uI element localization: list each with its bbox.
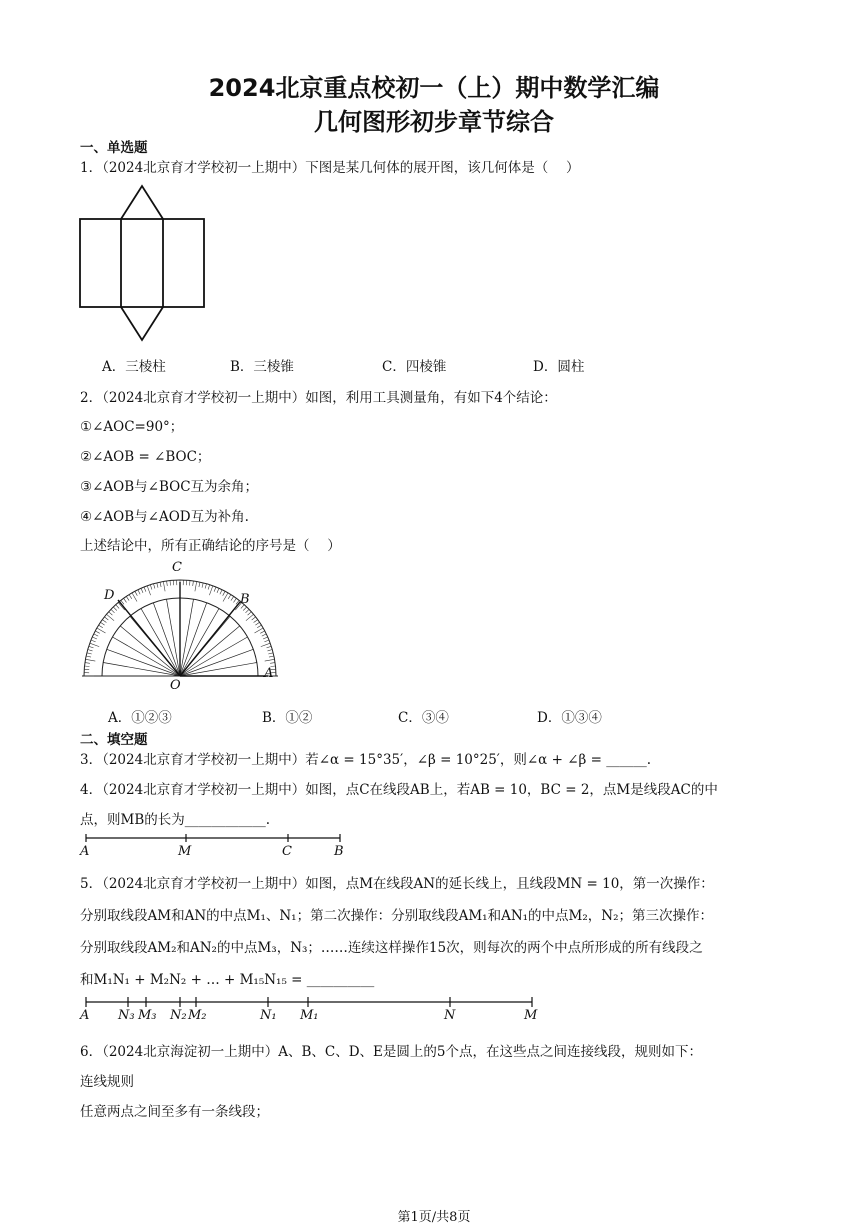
protractor-tick	[267, 646, 272, 648]
question-5-line4: 和M₁N₁ + M₂N₂ + … + M₁₅N₁₅ = __________	[80, 972, 375, 988]
label-am-n2: N₂	[170, 1008, 187, 1023]
protractor-tick	[270, 663, 275, 664]
protractor-tick	[202, 583, 203, 588]
protractor-tick	[147, 586, 150, 595]
protractor-tick	[86, 659, 96, 661]
protractor-tick	[214, 587, 216, 592]
protractor-tick	[129, 595, 132, 599]
protractor-tick	[262, 634, 267, 636]
question-5-line2: 分别取线段AM和AN的中点M₁、N₁；第二次操作：分别取线段AM₁和AN₁的中点M₂，N₂；第三次操作：	[80, 908, 714, 924]
protractor-tick	[190, 581, 191, 586]
q2-option-d[interactable]: D．①③④	[537, 710, 602, 726]
protractor-tick	[94, 634, 99, 636]
label-seg-b: B	[334, 844, 344, 859]
protractor-tick	[85, 663, 90, 664]
protractor-tick	[138, 590, 140, 595]
protractor-tick	[195, 582, 197, 592]
question-1-text: 1．（2024北京育才学校初一上期中）下图是某几何体的展开图，该几何体是（ ）	[80, 160, 580, 176]
question-4-line2: 点，则MB的长为____________.	[80, 812, 271, 828]
protractor-tick	[113, 607, 117, 611]
q1-option-a[interactable]: A．三棱柱	[102, 359, 166, 375]
page-title: 2024北京重点校初一（上）期中数学汇编	[208, 74, 660, 102]
label-am-m: M	[524, 1008, 538, 1023]
page-subtitle: 几何图形初步章节综合	[314, 108, 554, 136]
label-seg-a: A	[80, 844, 90, 859]
protractor-tick	[231, 596, 234, 600]
q2-conclusion-1: ①∠AOC=90°；	[80, 419, 184, 435]
q2-option-a[interactable]: A．①②③	[108, 710, 172, 726]
protractor-tick	[109, 612, 113, 615]
protractor-tick	[90, 643, 99, 646]
protractor-tick	[268, 653, 273, 654]
question-5-line1: 5．（2024北京育才学校初一上期中）如图，点M在线段AN的延长线上，且线段MN = 10，第一次操作：	[80, 876, 714, 892]
protractor-tick	[255, 622, 259, 625]
label-d: D	[104, 588, 115, 603]
question-2-text: 2．（2024北京育才学校初一上期中）如图，利用工具测量角，有如下4个结论：	[80, 390, 557, 406]
section-single-choice: 一、单选题	[80, 140, 148, 156]
protractor-tick	[86, 656, 91, 657]
protractor-tick	[254, 620, 258, 623]
net-rectangles-outline	[80, 219, 204, 307]
protractor-tick	[269, 656, 274, 657]
label-c: C	[172, 560, 182, 575]
protractor-tick	[268, 650, 273, 651]
protractor-tick	[124, 598, 127, 602]
protractor-tick	[220, 590, 222, 595]
q2-conclusion-3: ③∠AOB与∠BOC互为余角；	[80, 479, 259, 495]
protractor-tick	[257, 625, 261, 628]
protractor-tick	[89, 646, 94, 648]
segment-am-figure	[80, 994, 540, 1023]
protractor-tick	[144, 587, 146, 592]
protractor-tick	[170, 581, 171, 586]
q2-conclusion-2: ②∠AOB = ∠BOC；	[80, 449, 211, 465]
net-top-triangle	[121, 186, 163, 219]
protractor-tick	[91, 640, 96, 642]
protractor-tick	[246, 609, 250, 613]
protractor-tick	[261, 643, 270, 646]
question-6-line2: 连线规则	[80, 1074, 134, 1090]
protractor-tick	[252, 617, 256, 620]
protractor-tick	[141, 588, 143, 593]
q2-conclusion-4: ④∠AOB与∠AOD互为补角.	[80, 509, 249, 525]
label-am-a: A	[80, 1008, 90, 1023]
label-am-n3: N₃	[118, 1008, 135, 1023]
protractor-tick	[234, 598, 237, 602]
label-am-n1: N₁	[260, 1008, 277, 1023]
section-fill-in: 二、填空题	[80, 732, 148, 748]
label-seg-c: C	[282, 844, 292, 859]
protractor-tick	[193, 581, 194, 586]
label-am-n: N	[444, 1008, 456, 1023]
protractor-tick	[102, 620, 106, 623]
protractor-tick	[92, 637, 97, 639]
protractor-tick	[99, 625, 103, 628]
protractor-tick	[208, 585, 210, 590]
protractor-tick	[243, 607, 247, 611]
protractor-tick	[265, 659, 275, 661]
protractor-tick	[85, 666, 90, 667]
protractor-tick	[150, 585, 152, 590]
protractor-figure	[80, 560, 280, 700]
q1-option-b[interactable]: B．三棱锥	[230, 359, 294, 375]
net-bottom-triangle	[121, 307, 163, 340]
protractor-tick	[223, 591, 225, 596]
label-o: O	[170, 678, 181, 693]
protractor-tick	[104, 617, 108, 620]
question-6-line1: 6．（2024北京海淀初一上期中）A、B、C、D、E是圆上的5个点，在这些点之间连接线段，规则如下：	[80, 1044, 702, 1060]
protractor-tick	[111, 609, 115, 613]
q2-option-c[interactable]: C．③④	[398, 710, 449, 726]
protractor-tick	[209, 586, 212, 595]
label-am-m3: M₃	[138, 1008, 157, 1023]
label-seg-m: M	[178, 844, 192, 859]
protractor-tick	[100, 622, 104, 625]
protractor-tick	[260, 631, 265, 633]
protractor-tick	[264, 640, 269, 642]
protractor-tick	[205, 584, 206, 589]
segment-ab-figure	[80, 830, 350, 859]
label-am-m1: M₁	[300, 1008, 319, 1023]
protractor-tick	[263, 637, 268, 639]
protractor-tick	[87, 653, 92, 654]
label-am-m2: M₂	[188, 1008, 207, 1023]
protractor-tick	[248, 612, 252, 615]
question-4-line1: 4．（2024北京育才学校初一上期中）如图，点C在线段AB上，若AB = 10，BC = 2，点M是线段AC的中	[80, 782, 718, 798]
protractor-tick	[199, 582, 200, 587]
protractor-tick	[163, 582, 165, 592]
protractor-tick	[217, 588, 219, 593]
protractor-tick	[116, 605, 119, 609]
q2-ask: 上述结论中，所有正确结论的序号是（ ）	[80, 538, 341, 554]
protractor-tick	[95, 631, 100, 633]
label-a: A	[264, 666, 274, 681]
prism-net-figure	[78, 184, 208, 344]
question-6-line3: 任意两点之间至多有一条线段；	[80, 1104, 269, 1120]
question-5-line3: 分别取线段AM₂和AN₂的中点M₃，N₃；……连续这样操作15次，则每次的两个中点所形成的所有线段之	[80, 940, 703, 956]
q2-option-b[interactable]: B．①②	[262, 710, 313, 726]
protractor-tick	[167, 581, 168, 586]
protractor-tick	[126, 596, 129, 600]
label-b: B	[240, 592, 250, 607]
q1-option-d[interactable]: D．圆柱	[533, 359, 585, 375]
protractor-tick	[157, 583, 158, 588]
protractor-tick	[135, 591, 137, 596]
protractor-tick	[160, 582, 161, 587]
protractor-tick	[88, 650, 93, 651]
page-footer: 第1页/共8页	[397, 1210, 471, 1225]
q1-option-c[interactable]: C．四棱锥	[382, 359, 447, 375]
protractor-tick	[154, 584, 155, 589]
protractor-tick	[228, 595, 231, 599]
question-3-text: 3．（2024北京育才学校初一上期中）若∠α = 15°35′，∠β = 10°25′，则∠α + ∠β = ______.	[80, 752, 651, 768]
